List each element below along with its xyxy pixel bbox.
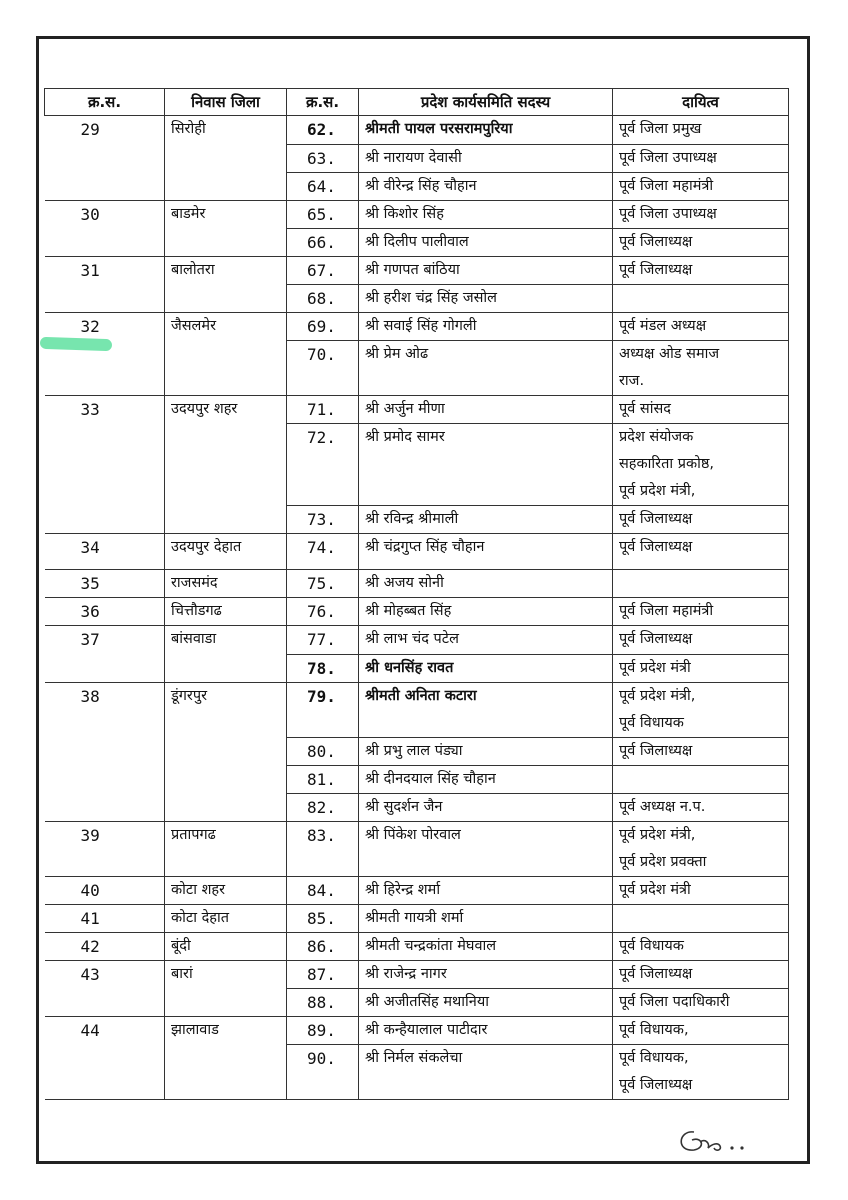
member-name: श्रीमती अनिता कटारा: [359, 683, 613, 738]
district-name: प्रतापगढ: [165, 822, 287, 877]
member-role: पूर्व विधायक,: [613, 1017, 789, 1045]
table-header: [45, 89, 789, 116]
header-sn: क्र.स.: [45, 89, 165, 116]
table-row: [45, 1045, 789, 1100]
member-role: पूर्व विधायक, पूर्व जिलाध्यक्ष: [613, 1045, 789, 1100]
district-name: कोटा शहर: [165, 877, 287, 905]
member-name: श्री सुदर्शन जैन: [359, 794, 613, 822]
member-role: पूर्व जिलाध्यक्ष: [613, 738, 789, 766]
table-row: [45, 905, 789, 933]
member-serial: 85.: [287, 905, 359, 933]
serial-number: [45, 424, 165, 506]
member-serial: 64.: [287, 173, 359, 201]
district-name: [165, 794, 287, 822]
member-role: पूर्व जिलाध्यक्ष: [613, 257, 789, 285]
serial-number: [45, 229, 165, 257]
member-serial: 87.: [287, 961, 359, 989]
member-serial: 65.: [287, 201, 359, 229]
member-role: [613, 570, 789, 598]
member-serial: 79.: [287, 683, 359, 738]
district-name: चित्तौडगढ: [165, 598, 287, 626]
district-name: [165, 229, 287, 257]
member-serial: 69.: [287, 313, 359, 341]
member-role: पूर्व सांसद: [613, 396, 789, 424]
table-row: [45, 738, 789, 766]
member-name: श्री पिंकेश पोरवाल: [359, 822, 613, 877]
member-name: श्री कन्हैयालाल पाटीदार: [359, 1017, 613, 1045]
member-name: श्री लाभ चंद पटेल: [359, 626, 613, 655]
district-name: झालावाड: [165, 1017, 287, 1045]
member-role: पूर्व प्रदेश मंत्री: [613, 655, 789, 683]
member-role: पूर्व प्रदेश मंत्री, पूर्व प्रदेश प्रवक्ता: [613, 822, 789, 877]
table-row: [45, 570, 789, 598]
serial-number: 30: [45, 201, 165, 229]
member-serial: 81.: [287, 766, 359, 794]
table-row: [45, 766, 789, 794]
member-serial: 88.: [287, 989, 359, 1017]
member-role: पूर्व जिलाध्यक्ष: [613, 229, 789, 257]
member-role: पूर्व प्रदेश मंत्री, पूर्व विधायक: [613, 683, 789, 738]
member-name: श्री चंद्रगुप्त सिंह चौहान: [359, 534, 613, 570]
serial-number: [45, 285, 165, 313]
serial-number: [45, 989, 165, 1017]
serial-number: 40: [45, 877, 165, 905]
member-serial: 83.: [287, 822, 359, 877]
serial-number: 29: [45, 116, 165, 145]
serial-number: 34: [45, 534, 165, 570]
member-role: पूर्व जिला उपाध्यक्ष: [613, 145, 789, 173]
serial-number: [45, 1045, 165, 1100]
serial-number: 44: [45, 1017, 165, 1045]
table-row: [45, 822, 789, 877]
table-row: [45, 201, 789, 229]
serial-number: 32: [45, 313, 165, 341]
serial-number: 35: [45, 570, 165, 598]
table-row: [45, 116, 789, 145]
serial-number: [45, 145, 165, 173]
serial-number: 37: [45, 626, 165, 655]
serial-number: 31: [45, 257, 165, 285]
member-name: श्री किशोर सिंह: [359, 201, 613, 229]
district-name: [165, 341, 287, 396]
table-row: [45, 626, 789, 655]
district-name: [165, 989, 287, 1017]
district-name: बारां: [165, 961, 287, 989]
member-name: श्री अर्जुन मीणा: [359, 396, 613, 424]
serial-number: [45, 738, 165, 766]
member-role: अध्यक्ष ओड समाज राज.: [613, 341, 789, 396]
member-serial: 63.: [287, 145, 359, 173]
member-name: श्री अजय सोनी: [359, 570, 613, 598]
member-name: श्री प्रेम ओढ: [359, 341, 613, 396]
member-serial: 89.: [287, 1017, 359, 1045]
member-name: श्री हिरेन्द्र शर्मा: [359, 877, 613, 905]
member-name: श्रीमती पायल परसरामपुरिया: [359, 116, 613, 145]
header-sr: क्र.स.: [287, 89, 359, 116]
district-name: [165, 424, 287, 506]
member-name: श्री सवाई सिंह गोगली: [359, 313, 613, 341]
member-name: श्री हरीश चंद्र सिंह जसोल: [359, 285, 613, 313]
member-name: श्री प्रमोद सामर: [359, 424, 613, 506]
table-row: [45, 424, 789, 506]
member-role: पूर्व जिलाध्यक्ष: [613, 506, 789, 534]
member-name: श्री राजेन्द्र नागर: [359, 961, 613, 989]
serial-number: 39: [45, 822, 165, 877]
district-name: [165, 173, 287, 201]
table-row: [45, 598, 789, 626]
table-row: [45, 961, 789, 989]
table-row: [45, 506, 789, 534]
member-role: [613, 905, 789, 933]
district-name: बूंदी: [165, 933, 287, 961]
district-name: [165, 738, 287, 766]
member-role: पूर्व मंडल अध्यक्ष: [613, 313, 789, 341]
district-name: डूंगरपुर: [165, 683, 287, 738]
member-serial: 84.: [287, 877, 359, 905]
district-name: [165, 1045, 287, 1100]
member-role: पूर्व विधायक: [613, 933, 789, 961]
member-name: श्रीमती गायत्री शर्मा: [359, 905, 613, 933]
table-row: [45, 794, 789, 822]
member-serial: 77.: [287, 626, 359, 655]
table-row: [45, 145, 789, 173]
member-serial: 76.: [287, 598, 359, 626]
table-row: [45, 173, 789, 201]
district-name: [165, 766, 287, 794]
district-name: बालोतरा: [165, 257, 287, 285]
member-name: श्री प्रभु लाल पंड्या: [359, 738, 613, 766]
member-role: [613, 285, 789, 313]
member-serial: 90.: [287, 1045, 359, 1100]
member-role: पूर्व प्रदेश मंत्री: [613, 877, 789, 905]
member-role: पूर्व जिला महामंत्री: [613, 173, 789, 201]
member-name: श्री निर्मल संकलेचा: [359, 1045, 613, 1100]
serial-number: [45, 506, 165, 534]
district-name: सिरोही: [165, 116, 287, 145]
member-role: पूर्व जिलाध्यक्ष: [613, 626, 789, 655]
header-district: निवास जिला: [165, 89, 287, 116]
table-row: [45, 989, 789, 1017]
member-serial: 73.: [287, 506, 359, 534]
serial-number: 41: [45, 905, 165, 933]
table-row: [45, 257, 789, 285]
signature-icon: [672, 1122, 762, 1158]
table-row: [45, 229, 789, 257]
member-name: श्री दिलीप पालीवाल: [359, 229, 613, 257]
serial-number: [45, 794, 165, 822]
district-name: [165, 145, 287, 173]
member-name: श्री रविन्द्र श्रीमाली: [359, 506, 613, 534]
serial-number: 36: [45, 598, 165, 626]
district-name: जैसलमेर: [165, 313, 287, 341]
member-name: श्री नारायण देवासी: [359, 145, 613, 173]
serial-number: 42: [45, 933, 165, 961]
table-row: [45, 534, 789, 570]
serial-number: 33: [45, 396, 165, 424]
member-serial: 67.: [287, 257, 359, 285]
table-row: [45, 1017, 789, 1045]
member-table: [44, 88, 789, 1100]
member-name: श्री दीनदयाल सिंह चौहान: [359, 766, 613, 794]
member-name: श्री धनसिंह रावत: [359, 655, 613, 683]
member-role: [613, 766, 789, 794]
member-role: प्रदेश संयोजक सहकारिता प्रकोष्ठ, पूर्व प्रदेश मंत्री,: [613, 424, 789, 506]
member-role: पूर्व जिला प्रमुख: [613, 116, 789, 145]
member-role: पूर्व जिला पदाधिकारी: [613, 989, 789, 1017]
table-row: [45, 683, 789, 738]
header-role: दायित्व: [613, 89, 789, 116]
member-serial: 80.: [287, 738, 359, 766]
member-name: श्री वीरेन्द्र सिंह चौहान: [359, 173, 613, 201]
member-serial: 71.: [287, 396, 359, 424]
district-name: [165, 506, 287, 534]
member-serial: 86.: [287, 933, 359, 961]
district-name: बाडमेर: [165, 201, 287, 229]
member-serial: 74.: [287, 534, 359, 570]
member-role: पूर्व जिलाध्यक्ष: [613, 961, 789, 989]
member-serial: 72.: [287, 424, 359, 506]
member-serial: 68.: [287, 285, 359, 313]
member-serial: 82.: [287, 794, 359, 822]
district-name: बांसवाडा: [165, 626, 287, 655]
member-name: श्री अजीतसिंह मथानिया: [359, 989, 613, 1017]
serial-number: [45, 173, 165, 201]
member-serial: 75.: [287, 570, 359, 598]
district-name: [165, 285, 287, 313]
serial-number: 38: [45, 683, 165, 738]
table-row: [45, 655, 789, 683]
member-role: पूर्व अध्यक्ष न.प.: [613, 794, 789, 822]
district-name: उदयपुर शहर: [165, 396, 287, 424]
member-serial: 62.: [287, 116, 359, 145]
table-row: [45, 341, 789, 396]
member-serial: 70.: [287, 341, 359, 396]
serial-number: [45, 766, 165, 794]
table-row: [45, 285, 789, 313]
member-name: श्री गणपत बांठिया: [359, 257, 613, 285]
member-name: श्री मोहब्बत सिंह: [359, 598, 613, 626]
member-serial: 78.: [287, 655, 359, 683]
serial-number: 43: [45, 961, 165, 989]
member-serial: 66.: [287, 229, 359, 257]
member-role: पूर्व जिला उपाध्यक्ष: [613, 201, 789, 229]
member-name: श्रीमती चन्द्रकांता मेघवाल: [359, 933, 613, 961]
district-name: कोटा देहात: [165, 905, 287, 933]
serial-number: [45, 341, 165, 396]
district-name: राजसमंद: [165, 570, 287, 598]
member-role: पूर्व जिला महामंत्री: [613, 598, 789, 626]
table-row: [45, 933, 789, 961]
serial-number: [45, 655, 165, 683]
district-name: [165, 655, 287, 683]
table-row: [45, 877, 789, 905]
table-row: [45, 396, 789, 424]
member-role: पूर्व जिलाध्यक्ष: [613, 534, 789, 570]
table-row: [45, 313, 789, 341]
district-name: उदयपुर देहात: [165, 534, 287, 570]
header-member: प्रदेश कार्यसमिति सदस्य: [359, 89, 613, 116]
